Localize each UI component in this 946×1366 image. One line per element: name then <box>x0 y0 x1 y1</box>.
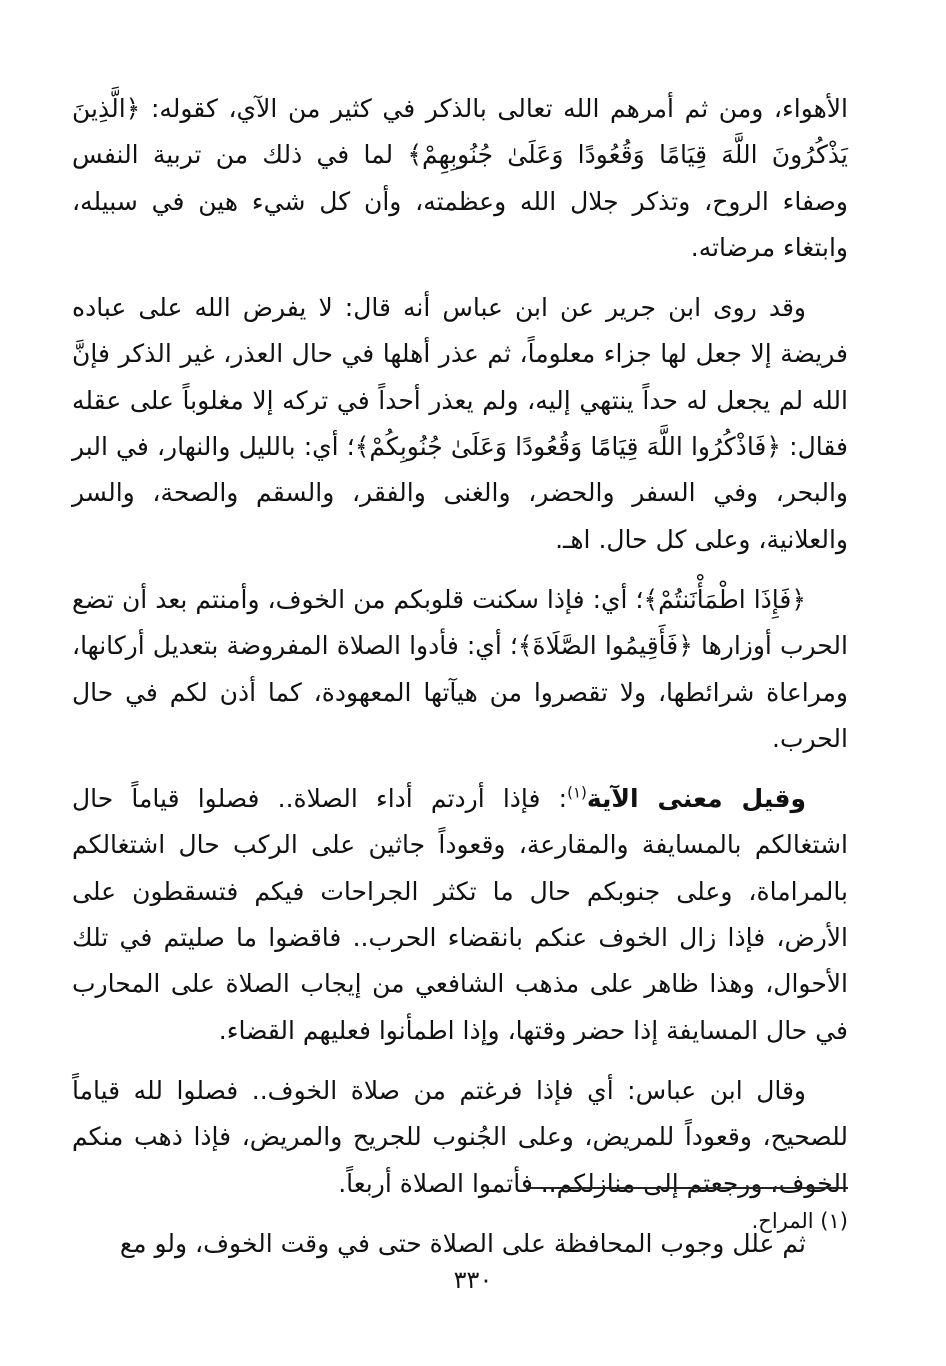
footnote-divider <box>526 1187 848 1189</box>
paragraph-3: ﴿فَإِذَا اطْمَأْنَنتُمْ﴾؛ أي: فإذا سكنت قلوبكم من الخوف، وأمنتم بعد أن تضع الحرب أوزارها ﴿فَأَقِيمُوا الصَّلَاةَ﴾؛ أي: فأدوا الصلاة المفروضة بتعديل أركانها، ومراعاة شرائطها، ولا تقصروا من هيآتها المعهودة، كما أذن لكم في حال الحرب. <box>72 584 848 753</box>
footnote-reference: (١) <box>567 783 587 802</box>
paragraph-4-lead: وقيل معنى الآية <box>586 784 806 814</box>
paragraph-4 <box>72 776 848 1054</box>
paragraph-6: ثم علل وجوب المحافظة على الصلاة حتى في وقت الخوف، ولو مع <box>119 1228 806 1258</box>
page-number: ٣٣٠ <box>453 1266 493 1294</box>
paragraph-5: وقال ابن عباس: أي فإذا فرغتم من صلاة الخوف.. فصلوا لله قياماً للصحيح، وقعوداً للمريض، وعلى الجُنوب للجريح والمريض، فإذا ذهب منكم الخوف، ورجعتم إلى منازلكم.. فأتموا الصلاة أربعاً. <box>72 1075 848 1198</box>
footnote: (١) المراح. <box>751 1209 848 1233</box>
paragraph-4-text: : فإذا أردتم أداء الصلاة.. فصلوا قياماً حال اشتغالكم بالمسايفة والمقارعة، وقعوداً جاثين على الركب حال اشتغالكم بالمراماة، وعلى جنوبكم حال ما تكثر الجراحات فيكم فتسقطون على الأرض، فإذا زال الخوف عنكم بانقضاء الحرب.. فاقضوا ما صليتم في تلك الأحوال، وهذا ظاهر على مذهب الشافعي من إيجاب الصلاة على المحارب في حال المسايفة إذا حضر وقتها، وإذا اطمأنوا فعليهم القضاء. <box>72 784 848 1045</box>
paragraph-2: وقد روى ابن جرير عن ابن عباس أنه قال: لا يفرض الله على عباده فريضة إلا جعل لها جزاء معلوماً، ثم عذر أهلها في حال العذر، غير الذكر فإنَّ الله لم يجعل له حداً ينتهي إليه، ولم يعذر أحداً في تركه إلا مغلوباً على عقله فقال: ﴿فَاذْكُرُوا اللَّهَ قِيَامًا وَقُعُودًا وَعَلَىٰ جُنُوبِكُمْ﴾؛ أي: بالليل والنهار، في البر والبحر، وفي السفر والحضر، والغنى والفقر، والسقم والصحة، والسر والعلانية، وعلى كل حال. اهـ. <box>72 293 848 554</box>
paragraph-1: الأهواء، ومن ثم أمرهم الله تعالى بالذكر في كثير من الآي، كقوله: ﴿الَّذِينَ يَذْكُرُونَ اللَّهَ قِيَامًا وَقُعُودًا وَعَلَىٰ جُنُوبِهِمْ﴾ لما في ذلك من تربية النفس وصفاء الروح، وتذكر جلال الله وعظمته، وأن كل شيء هين في سبيله، وابتغاء مرضاته. <box>72 94 848 262</box>
page-body <box>72 86 848 1281</box>
